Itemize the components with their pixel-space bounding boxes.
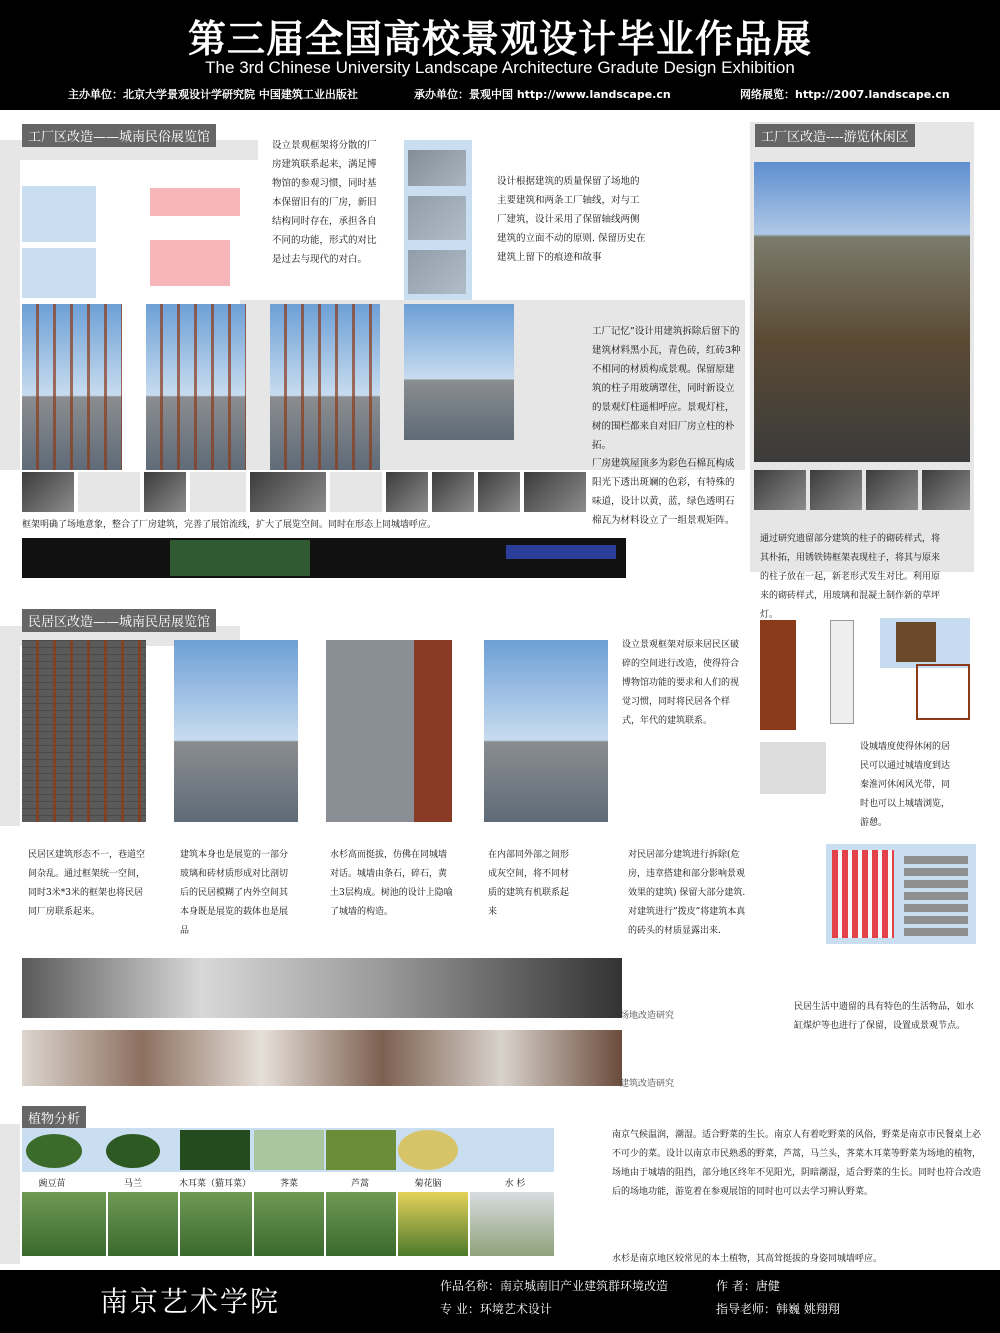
axon-diagram-2 <box>22 248 96 298</box>
brick-pattern-model <box>916 664 970 720</box>
plant-dish-pea-sprout <box>26 1134 82 1168</box>
frame-diagram-red <box>150 188 240 216</box>
author: 作 者：唐健 <box>716 1279 780 1293</box>
plant-name-7: 水 杉 <box>504 1179 526 1189</box>
exhibition-title-en: The 3rd Chinese University Landscape Architecture Gradute Design Exhibition <box>205 58 795 77</box>
plants-text-b: 水杉是南京地区较常见的本土植物，其高耸挺拔的身姿同城墙呼应。 <box>612 1254 883 1264</box>
plant-photo-2 <box>108 1192 178 1256</box>
site-photo-5 <box>250 472 326 512</box>
leisure-photo-2 <box>810 470 862 510</box>
plant-photo-5 <box>326 1192 396 1256</box>
plant-name-1: 豌豆苗 <box>38 1179 66 1189</box>
street-elevation-green <box>170 540 310 576</box>
leisure-photo-3 <box>866 470 918 510</box>
residential-intro-text: 设立景观框架对原来居民区破碎的空间进行改造，使得符合博物馆功能的要求和人们的视觉习惯，同时将民居各个样式，年代的建筑联系。 <box>622 640 740 726</box>
school-name: 南京艺术学院 <box>100 1285 281 1318</box>
site-photo-4 <box>190 472 246 512</box>
left-grey-strip-2 <box>0 646 20 826</box>
render-frame-walkway-2 <box>146 304 246 470</box>
render-alley-frame <box>22 640 146 822</box>
plant-name-5: 芦蒿 <box>350 1179 369 1189</box>
column-model-grid <box>830 620 854 724</box>
plant-photo-7 <box>470 1192 554 1256</box>
site-study-label: 场地改造研究 <box>620 1011 675 1021</box>
plant-name-2: 马兰 <box>123 1179 142 1189</box>
site-photo-9 <box>478 472 520 512</box>
axon-diagram-1 <box>22 186 96 242</box>
plant-dish-jicai <box>254 1130 324 1170</box>
render-courtyard-brick <box>326 640 452 822</box>
section-title-leisure-area: 工厂区改造----游览休闲区 <box>755 124 915 147</box>
render-frame-walkway-1 <box>22 304 122 470</box>
wall-ramp-diagram <box>760 742 826 794</box>
plant-dish-luhao <box>326 1130 396 1170</box>
plant-photo-3 <box>180 1192 252 1256</box>
street-elevation-blue <box>506 545 616 559</box>
online-exhibition-text: 网络展览：http://2007.landscape.cn <box>740 88 950 101</box>
residential-caption-1: 民居区建筑形态不一，巷道空间杂乱。通过框架统一空间，同时3米*3米的框架也将民居同厂房联系起来。 <box>28 850 146 917</box>
render-frame-walkway-3 <box>270 304 380 470</box>
left-grey-strip-3 <box>0 1124 20 1264</box>
advisor: 指导老师：韩巍 姚翔翔 <box>716 1302 840 1316</box>
residential-side-text: 民居生活中遗留的具有特色的生活物品，如水缸煤炉等也进行了保留，设置成景观节点。 <box>794 1002 975 1031</box>
major: 专 业：环境艺术设计 <box>440 1302 552 1316</box>
residential-caption-4: 在内部同外部之间形成灰空间，将不同材质的建筑有机联系起来 <box>488 850 570 917</box>
elevation-sketch-1 <box>408 150 466 186</box>
factory-text-d: 厂房建筑屋顶多为彩色石棉瓦构成阳光下透出斑斓的色彩，有特殊的味道，设计以黄，蓝，绿色透明石棉瓦为材料设立了一组景观矩阵。 <box>592 458 735 526</box>
site-photo-10 <box>524 472 586 512</box>
plan-grey-retained <box>904 852 968 936</box>
section-title-plants: 植物分析 <box>22 1106 86 1129</box>
residential-caption-2: 建筑本身也是展览的一部分玻璃和砖材质形成对比剖切后的民居模糊了内外空间其本身既是展览的载体也是展品 <box>180 850 289 936</box>
site-photo-8 <box>432 472 474 512</box>
plant-dish-malan <box>106 1134 160 1168</box>
site-photo-1 <box>22 472 74 512</box>
plant-dish-muer <box>180 1130 250 1170</box>
elevation-sketch-2 <box>408 196 466 240</box>
plant-photo-1 <box>22 1192 106 1256</box>
plant-name-4: 荠菜 <box>279 1179 298 1189</box>
render-factory-building <box>404 304 514 440</box>
plant-photo-4 <box>254 1192 324 1256</box>
site-photo-7 <box>386 472 428 512</box>
render-lane-grey-space <box>484 640 608 822</box>
blocks-diagram-red <box>150 240 230 286</box>
plant-name-6: 菊花脑 <box>414 1179 442 1189</box>
factory-caption: 框架明确了场地意象，整合了厂房建筑，完善了展馆流线，扩大了展览空间。同时在形态上同城墙呼应。 <box>22 520 437 530</box>
site-photo-3 <box>144 472 186 512</box>
organizer-text: 主办单位：北京大学景观设计学研究院 中国建筑工业出版社 <box>68 88 358 101</box>
lamp-model <box>896 622 936 662</box>
factory-text-c: 工厂记忆”设计用建筑拆除后留下的建筑材料黑小瓦，青色砖，红砖3种不相同的材质构成景观。保留原建筑的柱子用玻璃罩住，同时新设立的景观灯柱遥相呼应。景观灯柱，树的围栏都来自对旧厂房立柱的朴拓。 <box>592 326 741 451</box>
building-study-label: 建筑改造研究 <box>620 1079 675 1089</box>
plant-photo-6 <box>398 1192 468 1256</box>
building-model-study-strip <box>22 1030 622 1086</box>
render-alley-glass <box>174 640 298 822</box>
leisure-photo-1 <box>754 470 806 510</box>
left-grey-strip <box>0 160 20 470</box>
exhibition-title-cn: 第三届全国高校景观设计毕业作品展 <box>187 17 812 61</box>
work-name: 作品名称：南京城南旧产业建筑群环境改造 <box>440 1279 669 1293</box>
residential-caption-5: 对民居部分建筑进行拆除(危房，违章搭建和部分影响景观效果的建筑) 保留大部分建筑. 对建筑进行”拨皮”将建筑本真的砖头的材质显露出来. <box>628 850 746 936</box>
site-photo-6 <box>330 472 382 512</box>
undertaker-text: 承办单位：景观中国 http://www.landscape.cn <box>414 88 671 101</box>
render-leisure-boardwalk <box>754 162 970 462</box>
leisure-photo-4 <box>922 470 970 510</box>
plant-dish-juhuanao <box>398 1130 458 1170</box>
plan-red-demolition <box>832 850 894 938</box>
leisure-text-b: 设城墙度使得休闲的居民可以通过城墙度到达秦淮河休闲风光带，同时也可以上城墙浏览，游憩。 <box>860 742 951 828</box>
column-model-rust-1 <box>760 620 796 730</box>
site-model-study-strip <box>22 958 622 1018</box>
plant-name-3: 木耳菜（猫耳菜） <box>178 1179 251 1189</box>
site-photo-2 <box>78 472 140 512</box>
plants-text-a: 南京气候温润，潮湿。适合野菜的生长。南京人有着吃野菜的风俗，野菜是南京市民餐桌上必不可少的菜。设计以南京市民熟悉的野菜，芦蒿，马兰头，荠菜木耳菜等野菜为场地的植物，场地由于城墙的阻挡，部分地区终年不见阳光，阴暗潮湿，适合野菜的生长。同时也符合改造后的场地功能，游览着在参观展馆的同时也可以去学习辨认野菜。 <box>612 1130 982 1197</box>
leisure-text-a: 通过研究遗留部分建筑的柱子的砌砖样式，将其朴拓，用锈铁铸框架表现柱子，将其与原来的柱子放在一起，新老形式发生对比。利用原来的砌砖样式，用玻璃和混凝土制作新的草坪灯。 <box>760 534 941 620</box>
section-title-factory-hall: 工厂区改造——城南民俗展览馆 <box>22 124 216 147</box>
residential-caption-3: 水杉高而挺拔，仿佛在同城墙对话。城墙由条石，碎石，黄土3层构成。树池的设计上隐喻了城墙的构造。 <box>330 850 453 917</box>
factory-text-b: 设计根据建筑的质量保留了场地的主要建筑和两条工厂轴线，对与工厂建筑，设计采用了保留轴线两侧建筑的立面不动的原则. 保留历史在建筑上留下的痕迹和故事 <box>497 176 646 263</box>
factory-text-a: 设立景观框架将分散的厂房建筑联系起来，满足博物馆的参观习惯，同时基本保留旧有的厂房，新旧结构同时存在，承担各自不同的功能，形式的对比是过去与现代的对白。 <box>272 140 377 265</box>
section-title-residential-hall: 民居区改造——城南民居展览馆 <box>22 609 216 632</box>
elevation-sketch-3 <box>408 250 466 294</box>
